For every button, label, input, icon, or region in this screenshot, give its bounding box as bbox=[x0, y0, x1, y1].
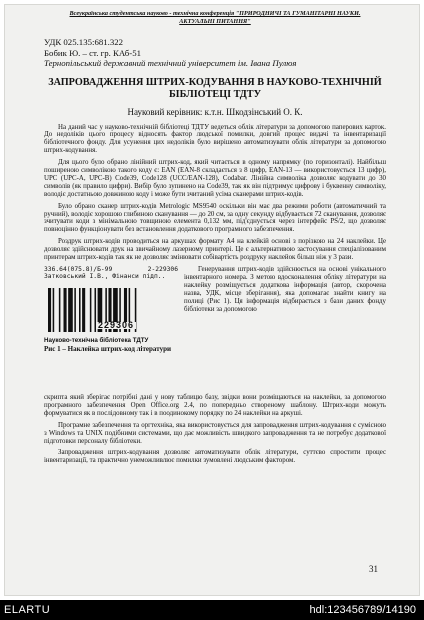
author-line: Бобик Ю. – ст. гр. КАб-51 bbox=[44, 47, 142, 58]
repository-footer bbox=[0, 600, 424, 620]
repository-name: ELARTU bbox=[4, 604, 51, 616]
barcode-bar bbox=[82, 288, 85, 332]
barcode-number: 229306 bbox=[98, 320, 135, 330]
barcode-bar bbox=[59, 288, 61, 332]
barcode-bar bbox=[74, 288, 76, 332]
udc-code: УДК 025.135:681.322 bbox=[44, 37, 124, 47]
barcode-bar bbox=[68, 288, 73, 332]
paragraph: Запровадження штрих-кодування дозволяє автоматизувати облік літератури, суттєво спростити процес інвентаризації, та практично унеможливлює помилки зумовлені людським фактором. bbox=[44, 449, 386, 465]
barcode-bar bbox=[64, 288, 67, 332]
book-line: Затковський І.В., Фінанси підп.. bbox=[44, 273, 166, 280]
barcode-bar bbox=[90, 288, 92, 332]
conference-header bbox=[52, 10, 378, 25]
paragraph: Для цього було обрано лінійний штрих-код, який читається в одному напрямку (по горизонталі). Найбільш поширеною символікою такого коду є: EAN (EAN-8 складається з 8 цифр, EAN-13 — використовується 13 цифр), UPC (UPC-A, UPC-B) Code39, Code128 (UCC/EAN-128), Codabar. Лінійна символіка дозволяє кодувати до 30 символів (як правило цифри). Вибір було зупинено на Code39, так як він підтримує цифрову і буквенну символіку, володіє достатньою довжиною коду і може бути зчитаний усіма сканерами штрих-кодів. bbox=[44, 159, 386, 198]
barcode-bar bbox=[48, 288, 51, 332]
figure-caption: Рис 1 – Наклейка штрих-код літератури bbox=[44, 345, 172, 353]
institution-line: Тернопільський державний технічний університет ім. Івана Пулюя bbox=[44, 58, 297, 68]
inventory-code: 2-229306 bbox=[147, 266, 178, 273]
barcode-graphic bbox=[44, 286, 178, 336]
paragraph: Було обрано сканер штрих-кодів Metrologic MS9540 оскільки він має два режими роботи (автоматичний та ручний), володіє хорошою глибиною сканування — до 20 см, за одну секунду відбувається 72 сканування, дозволяє зчитувати коди з мінімальною товщиною елемента 0,132 мм, під'єднується через інтерфейс PS/2, що дозволяє повноцінно функціонувати без встановлення додаткового програмного забезпечення. bbox=[44, 202, 386, 234]
article-meta bbox=[44, 37, 386, 69]
conference-line-2: АКТУАЛЬНІ ПИТАННЯ" bbox=[179, 17, 251, 25]
paragraph: Генерування штрих-кодів здійснюється на основі унікального інвентарного номера. З метою вдосконалення обліку літератури на наклейку розміщується додаткова інформація (автор, скорочена назва, УДК, місце зберігання), яка допомагає знайти книгу на полиці (Рис 1). Ця інформація відбирається з бази даних фонду бібліотеки за допомогою bbox=[184, 266, 386, 313]
scanned-page bbox=[4, 4, 420, 596]
article-body bbox=[44, 124, 386, 466]
barcode-bar bbox=[79, 288, 81, 332]
page-number: 31 bbox=[369, 564, 378, 574]
paragraph: Програмне забезпечення та оргтехніка, яка використовується для запровадження штрих-кодування є сумісною з Windows та UNIX подібними системами, що дає можливість швидкого запровадження та не потребує додаткової підготовки персоналу бібліотеки. bbox=[44, 421, 386, 445]
figure-block bbox=[44, 266, 386, 394]
figure-side-text bbox=[184, 266, 386, 313]
article-page bbox=[44, 10, 386, 469]
library-name: Науково-технічна бібліотека ТДТУ bbox=[44, 337, 149, 344]
conference-line-1: Всеукраїнська студентська науково - технічна конференція "ПРИРОДНИЧІ ТА ГУМАНІТАРНІ НАУКИ. bbox=[69, 10, 361, 17]
supervisor-line: Науковий керівник: к.т.н. Шкодзінський О. К. bbox=[127, 106, 303, 117]
paragraph: Роздрук штрих-кодів проводиться на аркушах формату А4 на клейкій основі з порізкою на 24 наклейки. Це дозволяє здійснювати друк на звичайному лазерному принтері. Це є альтернативою застосування спеціалізованим принтерам штрих-кодів так як не дозволяє змінювати собівартість роздруку наклейок більш ніж у 3 рази. bbox=[44, 238, 386, 262]
classification-code: 336.64(075.8)/Б-99 bbox=[44, 266, 113, 273]
barcode-bar bbox=[53, 288, 55, 332]
paragraph: На даний час у науково-технічній бібліотеці ТДТУ ведеться облік літератури за допомогою паперових карток. До недоліків цього процесу відносять фактор людської помилки, довгий процес видачі та інвентаризації бібліотечного фонду. Для усунення цих недоліків було вирішено автоматизувати облік літератури за допомогою штрих-кодування. bbox=[44, 123, 386, 155]
barcode-label-figure bbox=[44, 266, 178, 353]
handle-identifier: hdl:123456789/14190 bbox=[309, 604, 416, 616]
article-title: ЗАПРОВАДЖЕННЯ ШТРИХ-КОДУВАННЯ В НАУКОВО-ТЕХНІЧНІЙ БІБЛІОТЕЦІ ТДТУ bbox=[48, 76, 382, 100]
paragraph: скрипта який зберігає потрібні дані у нову таблицю базу, звідки вони розміщаються на наклейки, за допомогою програмного забезпечення Open Office.org 2.4, по попередньо створеному шаблону. Штрих-коди можуть формуватися як в послідовному так і в поодинокому порядку по 24 наклейки на аркуші. bbox=[44, 394, 386, 417]
